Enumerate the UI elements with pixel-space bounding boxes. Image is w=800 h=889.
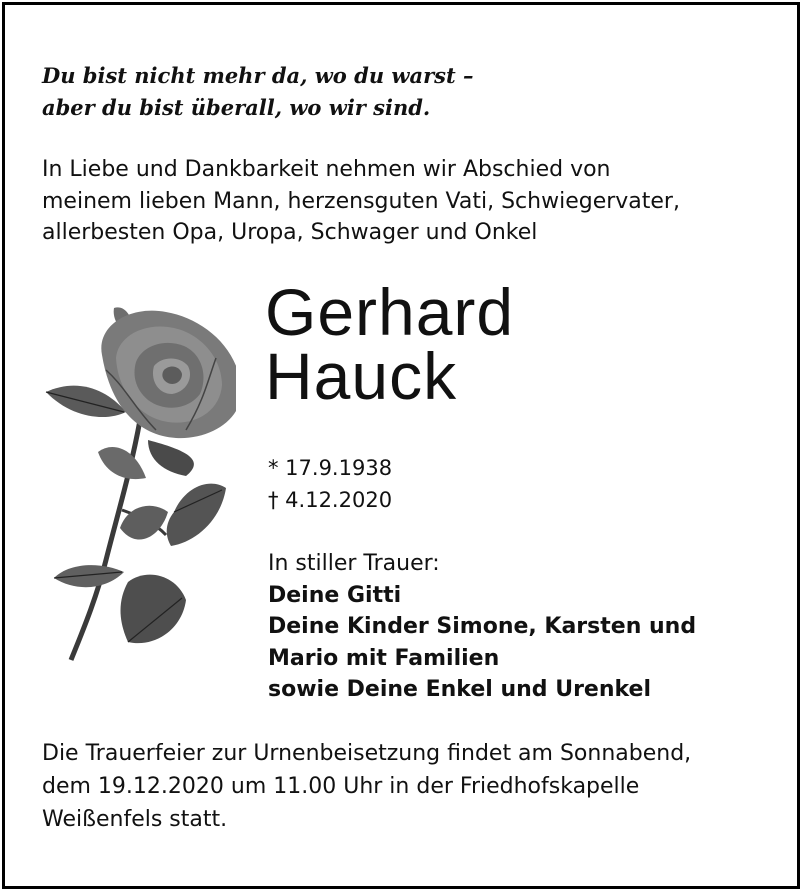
- intro-text: [42, 154, 680, 249]
- deceased-last-name: Hauck: [265, 339, 458, 413]
- mourner-line: sowie Deine Enkel und Urenkel: [268, 677, 652, 702]
- mourner-line: Deine Gitti: [268, 582, 402, 608]
- funeral-info: [42, 737, 691, 836]
- funeral-info-line: Die Trauerfeier zur Urnenbeisetzung findet am Sonnabend,: [42, 741, 692, 766]
- life-dates: [268, 452, 392, 516]
- rose-icon: [36, 300, 236, 670]
- motto-line: aber du bist überall, wo wir sind.: [42, 95, 431, 120]
- intro-line: In Liebe und Dankbarkeit nehmen wir Abschied von: [42, 157, 611, 182]
- mourner-line: Deine Kinder Simone, Karsten und: [268, 614, 697, 639]
- mourner-line: Mario mit Familien: [268, 645, 500, 671]
- deceased-name: [265, 275, 515, 413]
- intro-line: meinem lieben Mann, herzensguten Vati, Schwiegervater,: [42, 188, 680, 214]
- birth-date: * 17.9.1938: [268, 456, 393, 480]
- motto-quote: [42, 60, 473, 124]
- mourners-heading: In stiller Trauer:: [268, 551, 440, 576]
- death-date: † 4.12.2020: [268, 488, 393, 512]
- funeral-info-line: Weißenfels statt.: [42, 807, 228, 832]
- funeral-info-line: dem 19.12.2020 um 11.00 Uhr in der Friedhofskapelle: [42, 774, 640, 799]
- intro-line: allerbesten Opa, Uropa, Schwager und Onkel: [42, 220, 538, 245]
- motto-line: Du bist nicht mehr da, wo du warst –: [42, 63, 474, 88]
- deceased-first-name: Gerhard: [265, 275, 515, 349]
- mourners-block: [268, 548, 696, 706]
